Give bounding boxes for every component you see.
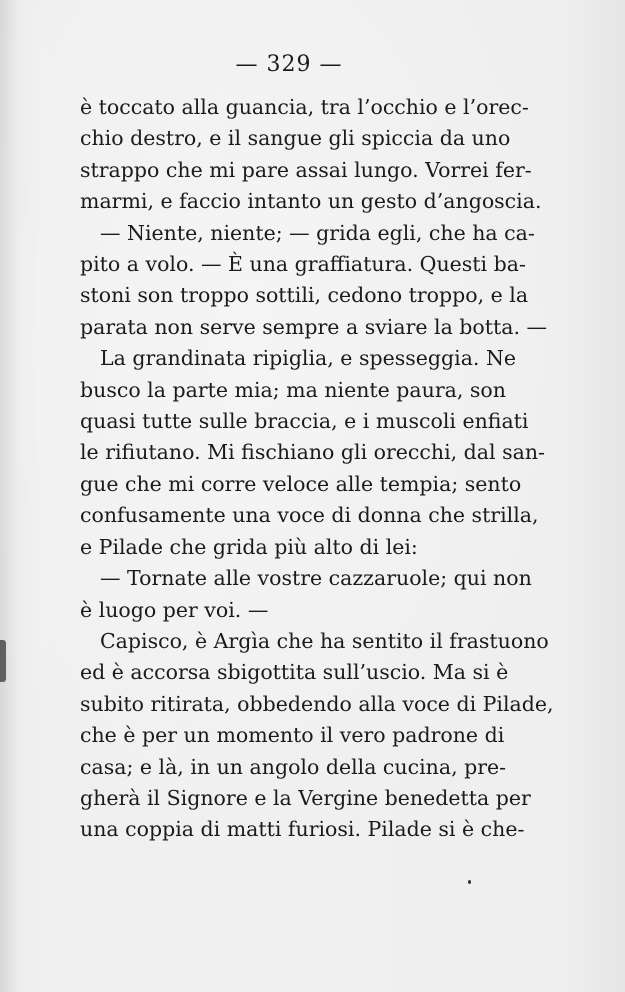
text-line: — Tornate alle vostre cazzaruole; qui non <box>100 566 532 591</box>
binding-edge-mark <box>0 640 6 682</box>
text-line: che è per un momento il vero padrone di <box>80 723 505 748</box>
text-line: La grandinata ripiglia, e spesseggia. Ne <box>100 346 517 371</box>
body-text <box>80 92 554 846</box>
text-line: parata non serve sempre a sviare la botta. — <box>80 314 548 339</box>
text-line: confusamente una voce di donna che strilla, <box>80 503 539 528</box>
text-line: una coppia di matti furiosi. Pilade si è che- <box>80 817 525 842</box>
text-line: le rifiutano. Mi fischiano gli orecchi, dal san- <box>80 440 545 465</box>
text-line: chio destro, e il sangue gli spiccia da uno <box>80 126 511 151</box>
text-line: è luogo per voi. — <box>80 597 269 622</box>
text-line: gherà il Signore e la Vergine benedetta per <box>80 785 531 810</box>
page-number: — 329 — <box>235 52 343 77</box>
text-line: e Pilade che grida più alto di lei: <box>80 534 418 559</box>
text-line: pito a volo. — È una graffiatura. Questi ba- <box>80 252 526 277</box>
text-line: strappo che mi pare assai lungo. Vorrei fer- <box>80 157 532 182</box>
text-line: marmi, e faccio intanto un gesto d’angoscia. <box>80 189 542 214</box>
text-line: è toccato alla guancia, tra l’occhio e l’orec- <box>80 95 529 119</box>
text-line: stoni son troppo sottili, cedono troppo, e la <box>80 283 529 308</box>
text-line: Capisco, è Argìa che ha sentito il frastuono <box>100 628 549 653</box>
text-line: busco la parte mia; ma niente paura, son <box>80 377 506 402</box>
text-line: ed è accorsa sbigottita sull’uscio. Ma si è <box>80 660 509 685</box>
text-line: subito ritirata, obbedendo alla voce di Pilade, <box>80 691 554 716</box>
text-line: casa; e là, in un angolo della cucina, pre- <box>80 754 507 779</box>
text-line: gue che mi corre veloce alle tempia; sento <box>80 471 522 496</box>
text-line: quasi tutte sulle braccia, e i muscoli enfiati <box>80 409 529 434</box>
text-line: — Niente, niente; — grida egli, che ha ca- <box>100 220 535 245</box>
ink-speck <box>468 880 471 884</box>
